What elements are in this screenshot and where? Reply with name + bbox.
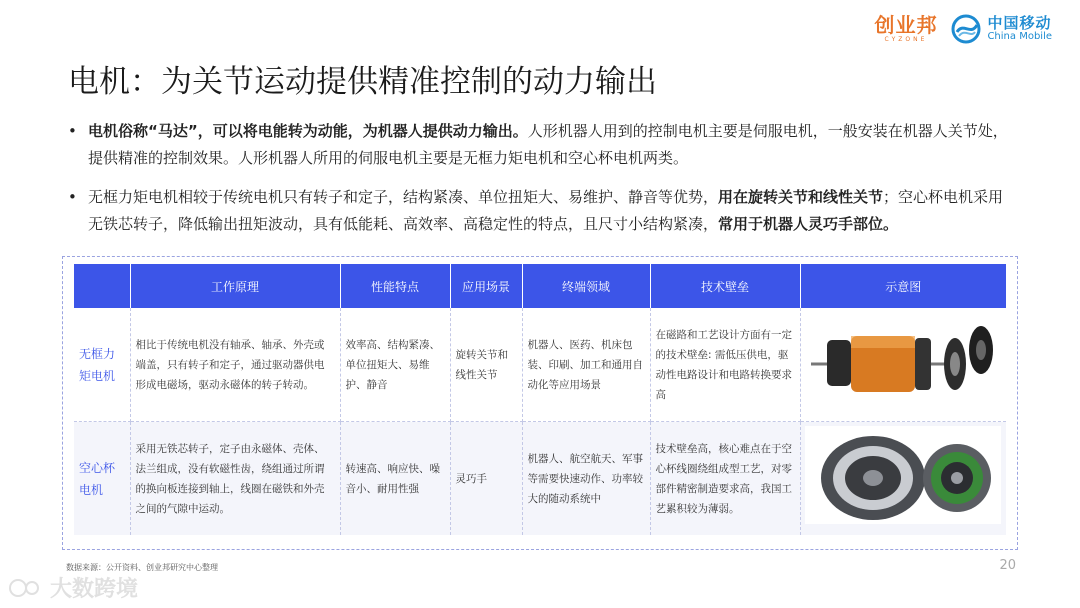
table-row (74, 308, 1006, 422)
table-header (74, 264, 130, 308)
table-header: 性能特点 (340, 264, 450, 308)
motor-type-cell: 空心杯电机 (74, 422, 130, 536)
scenario-cell: 旋转关节和线性关节 (450, 308, 522, 422)
data-source-note: 数据来源：公开资料、创业邦研究中心整理 (66, 563, 218, 572)
terminal-cell: 机器人、医药、机床包装、印刷、加工和通用自动化等应用场景 (522, 308, 650, 422)
logos (874, 14, 1052, 44)
china-mobile-logo-cn: 中国移动 (987, 13, 1052, 32)
performance-cell: 效率高、结构紧凑、单位扭矩大、易维护、静音 (340, 308, 450, 422)
coreless-motor-image (805, 426, 1001, 524)
bullet-bold: 电机俗称“马达”，可以将电能转为动能，为机器人提供动力输出。 (88, 122, 528, 140)
watermark-text: 大数跨境 (50, 577, 139, 602)
performance-cell: 转速高、响应快、噪音小、耐用性强 (340, 422, 450, 536)
cyzone-logo-text: 创业邦 (874, 13, 938, 37)
diagram-cell (800, 308, 1006, 422)
bullet-text: 无框力矩电机相较于传统电机只有转子和定子，结构紧凑、单位扭矩大、易维护、静音等优势， (88, 188, 719, 206)
bullet-bold: 常用于机器人灵巧手部位。 (718, 215, 899, 233)
motor-type-cell: 无框力矩电机 (74, 308, 130, 422)
cyzone-logo-subtext: CYZONE (884, 36, 928, 43)
table-header: 技术壁垒 (650, 264, 800, 308)
bullet-text: 人形机器人用到的控制电机主要是伺服电机，一般安装在机器人关节处，提供精准的控制效果。人形机器人所用的伺服电机主要是无框力矩电机和空心杯电机两类。 (88, 122, 1008, 167)
china-mobile-logo (951, 14, 1052, 44)
table-row (74, 422, 1006, 536)
bullet-item (68, 118, 1008, 172)
bullet-text: ；空心杯电机采用无铁芯转子，降低输出扭矩波动，具有低能耗、高效率、高稳定性的特点，且尺寸小结构紧凑， (88, 188, 1004, 233)
page-number: 20 (999, 558, 1016, 573)
scenario-cell: 灵巧手 (450, 422, 522, 536)
table-header: 应用场景 (450, 264, 522, 308)
page-title: 电机：为关节运动提供精准控制的动力输出 (68, 64, 657, 100)
table-header: 终端领域 (522, 264, 650, 308)
bullet-item (68, 184, 1008, 238)
watermark-logo-icon (8, 577, 44, 599)
barrier-cell: 技术壁垒高，核心难点在于空心杯线圈绕组成型工艺，对零部件精密制造要求高，我国工艺累积较为薄弱。 (650, 422, 800, 536)
china-mobile-icon (951, 14, 981, 44)
table-header-row (74, 264, 1006, 308)
cyzone-logo (874, 15, 937, 43)
bullet-bold: 用在旋转关节和线性关节 (718, 188, 884, 206)
barrier-cell: 在磁路和工艺设计方面有一定的技术壁垒: 需低压供电，驱动性电路设计和电路转换要求高 (650, 308, 800, 422)
bullet-list (68, 118, 1008, 250)
china-mobile-logo-en: China Mobile (987, 30, 1052, 42)
terminal-cell: 机器人、航空航天、军事等需要快速动作、功率较大的随动系统中 (522, 422, 650, 536)
watermark (8, 572, 138, 603)
table-header: 示意图 (800, 264, 1006, 308)
diagram-cell (800, 422, 1006, 536)
motor-comparison-table (74, 264, 1006, 535)
table-header: 工作原理 (130, 264, 340, 308)
frameless-torque-motor-image (805, 312, 1001, 410)
principle-cell: 相比于传统电机没有轴承、轴承、外壳或端盖，只有转子和定子，通过驱动器供电形成电磁场，驱动永磁体的转子转动。 (130, 308, 340, 422)
principle-cell: 采用无铁芯转子，定子由永磁体、壳体、法兰组成，没有软磁性齿，绕组通过所谓的换向板连接到轴上，线圈在磁铁和外壳之间的气隙中运动。 (130, 422, 340, 536)
